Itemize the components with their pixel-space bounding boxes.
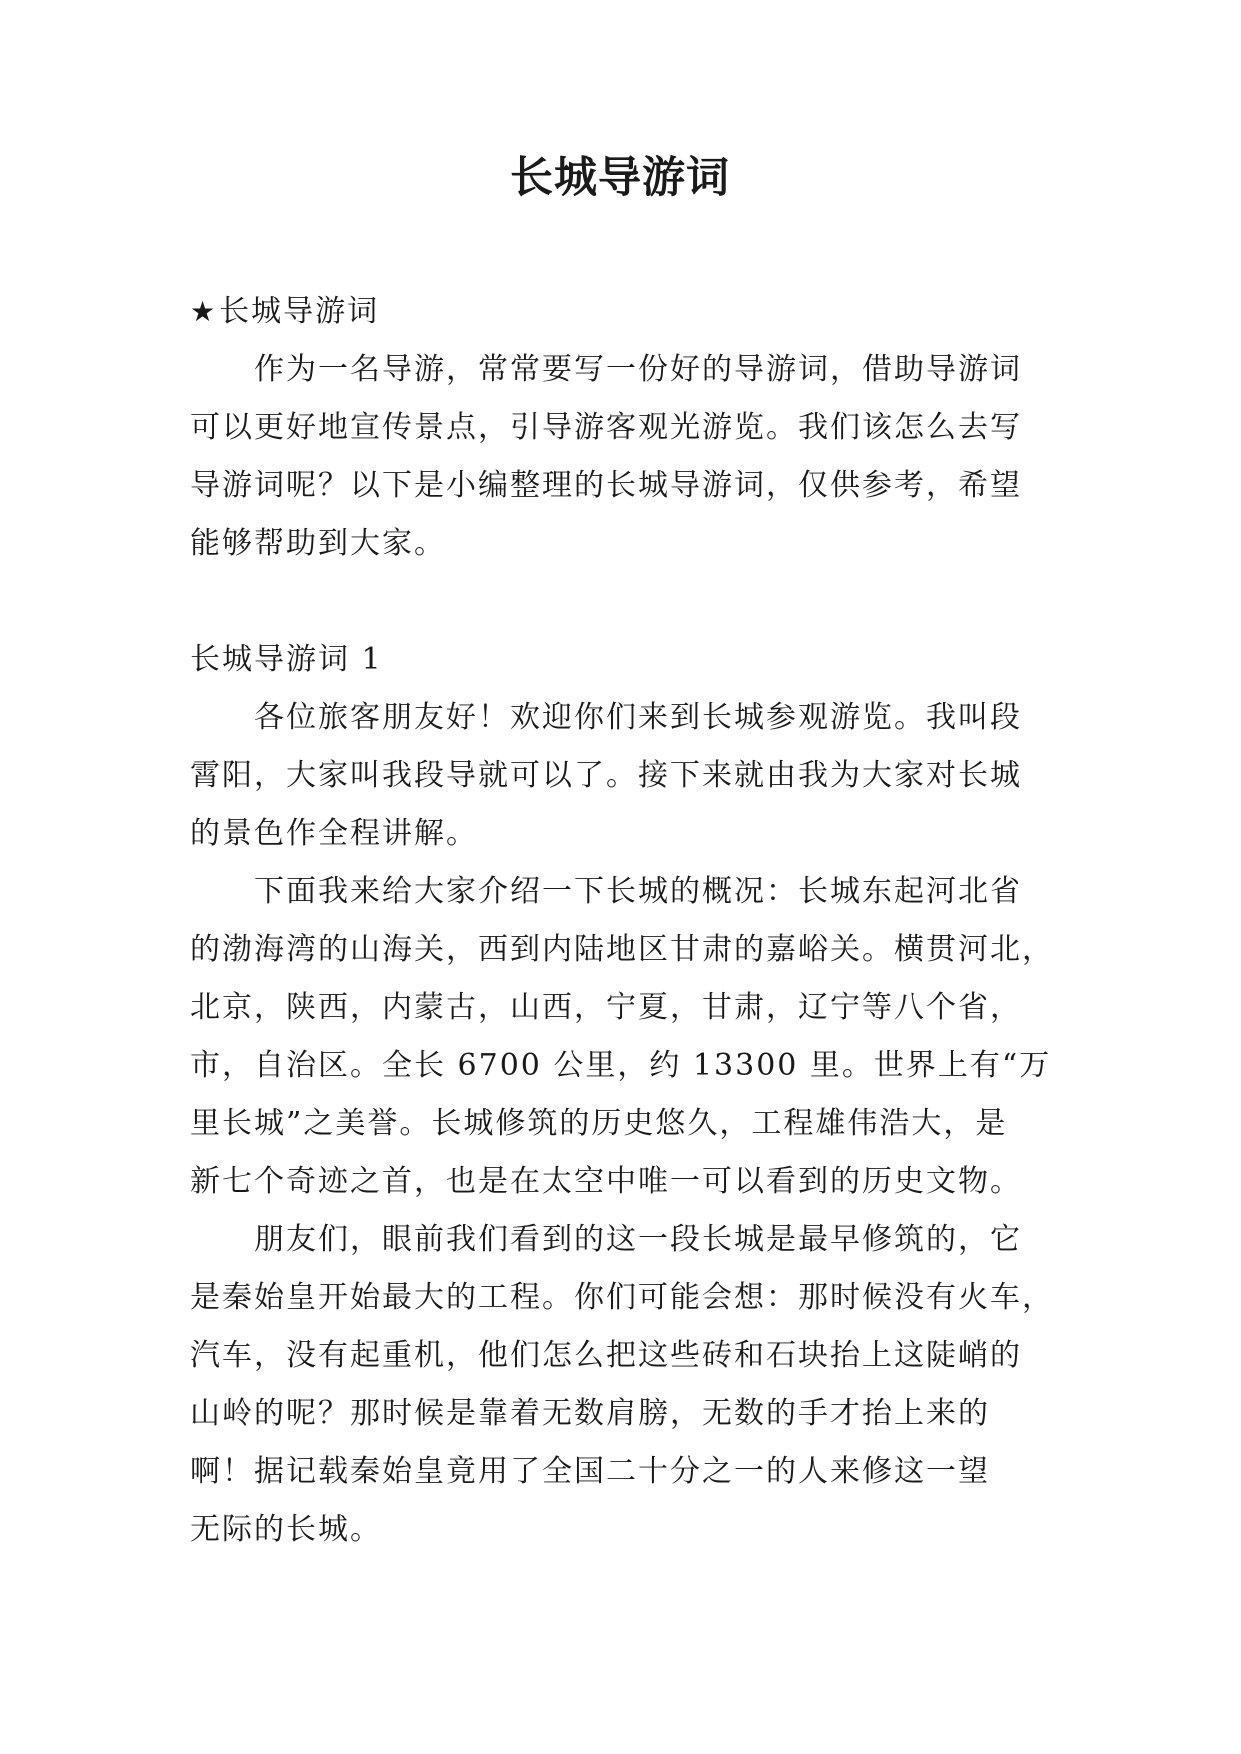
intro-heading-text: 长城导游词 — [219, 294, 380, 329]
section-spacer — [190, 573, 1050, 631]
text-line: 无际的长城。 — [190, 1512, 382, 1547]
section-heading: 长城导游词 1 — [190, 642, 383, 677]
text-line: 导游词呢？以下是小编整理的长城导游词，仅供参考，希望 — [190, 468, 1022, 503]
text-line: 是秦始皇开始最大的工程。你们可能会想：那时候没有火车， — [190, 1280, 1054, 1315]
text-line: 里长城”之美誉。长城修筑的历史悠久，工程雄伟浩大，是 — [190, 1106, 1008, 1141]
paragraph-welcome — [190, 689, 1050, 863]
paragraph-history — [190, 1211, 1054, 1559]
text-line: 各位旅客朋友好！欢迎你们来到长城参观游览。我叫段 — [254, 700, 1022, 735]
text-line: 山岭的呢？那时候是靠着无数肩膀，无数的手才抬上来的 — [190, 1396, 990, 1431]
text-line: 新七个奇迹之首，也是在太空中唯一可以看到的历史文物。 — [190, 1164, 1022, 1199]
text-line: 啊！据记载秦始皇竟用了全国二十分之一的人来修这一望 — [190, 1454, 990, 1489]
text-line: 的渤海湾的山海关，西到内陆地区甘肃的嘉峪关。横贯河北， — [190, 932, 1054, 967]
text-line: 市，自治区。全长 6700 公里，约 13300 里。世界上有“万 — [190, 1048, 1052, 1083]
star-icon: ★ — [190, 295, 218, 328]
paragraph-overview — [190, 863, 1054, 1211]
intro-paragraph — [190, 341, 1050, 573]
document-body — [190, 283, 1054, 1559]
text-line: 作为一名导游，常常要写一份好的导游词，借助导游词 — [254, 352, 1022, 387]
intro-heading — [190, 283, 1050, 341]
document-title: 长城导游词 — [510, 153, 730, 203]
text-line: 汽车，没有起重机，他们怎么把这些砖和石块抬上这陡峭的 — [190, 1338, 1022, 1373]
text-line: 朋友们，眼前我们看到的这一段长城是最早修筑的，它 — [254, 1222, 1022, 1257]
text-line: 北京，陕西，内蒙古，山西，宁夏，甘肃，辽宁等八个省， — [190, 990, 1022, 1025]
text-line: 可以更好地宣传景点，引导游客观光游览。我们该怎么去写 — [190, 410, 1022, 445]
text-line: 霄阳，大家叫我段导就可以了。接下来就由我为大家对长城 — [190, 758, 1022, 793]
text-line: 的景色作全程讲解。 — [190, 816, 478, 851]
text-line: 能够帮助到大家。 — [190, 526, 446, 561]
text-line: 下面我来给大家介绍一下长城的概况：长城东起河北省 — [254, 874, 1022, 909]
